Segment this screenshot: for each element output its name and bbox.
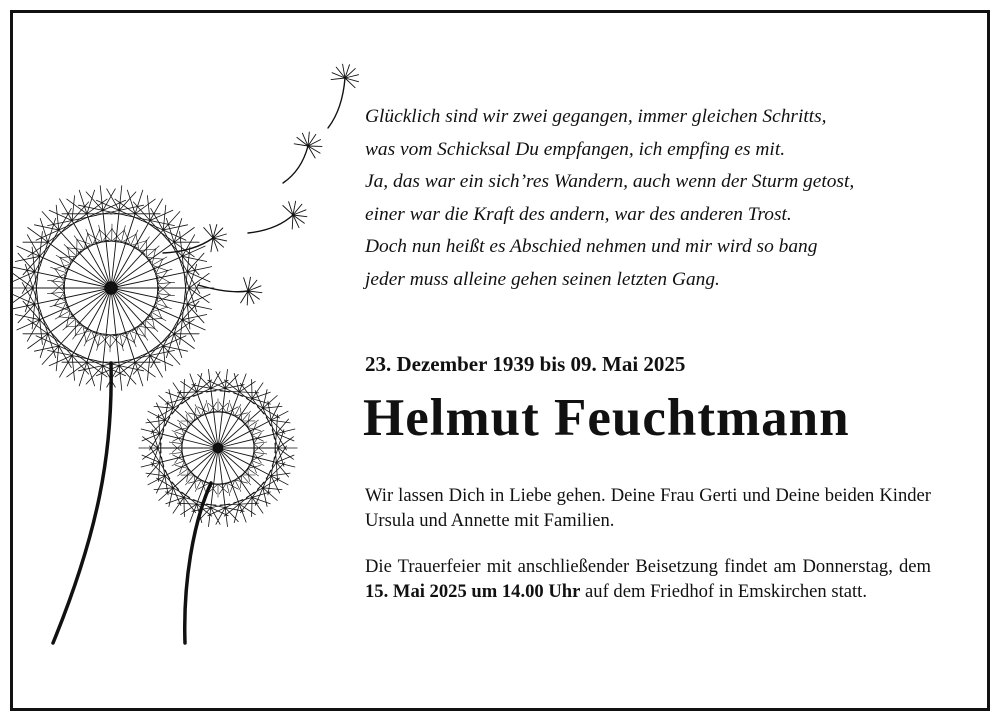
flying-seeds <box>163 64 359 305</box>
life-dates: 23. Dezember 1939 bis 09. Mai 2025 <box>365 352 686 376</box>
large-dandelion-head <box>13 186 214 391</box>
family-text: Wir lassen Dich in Liebe gehen. Deine Frau Gerti und Deine beiden Kinder Ursula und Annette mit Familien. <box>365 485 931 531</box>
funeral-intro: Die Trauerfeier mit anschließender Beisetzung findet am Donnerstag, dem <box>365 556 931 577</box>
notice-frame <box>10 10 990 711</box>
poem-line: Ja, das war ein sich’res Wandern, auch wenn der Sturm getost, <box>365 171 855 193</box>
small-dandelion-head <box>139 369 297 526</box>
funeral-info <box>365 554 931 604</box>
deceased-name: Helmut Feuchtmann <box>363 389 850 447</box>
funeral-datetime: 15. Mai 2025 um 14.00 Uhr <box>365 581 581 602</box>
poem-line: was vom Schicksal Du empfangen, ich empfing es mit. <box>365 138 786 160</box>
funeral-outro: auf dem Friedhof in Emskirchen statt. <box>580 581 867 602</box>
dandelion-illustration <box>13 53 363 653</box>
poem-line: einer war die Kraft des andern, war des anderen Trost. <box>365 203 792 225</box>
poem-line: Doch nun heißt es Abschied nehmen und mir wird so bang <box>365 236 818 258</box>
poem-line: jeder muss alleine gehen seinen letzten Gang. <box>365 268 720 290</box>
poem-line: Glücklich sind wir zwei gegangen, immer gleichen Schritts, <box>365 106 827 127</box>
poem <box>365 101 965 297</box>
dandelion-icon <box>13 64 359 643</box>
